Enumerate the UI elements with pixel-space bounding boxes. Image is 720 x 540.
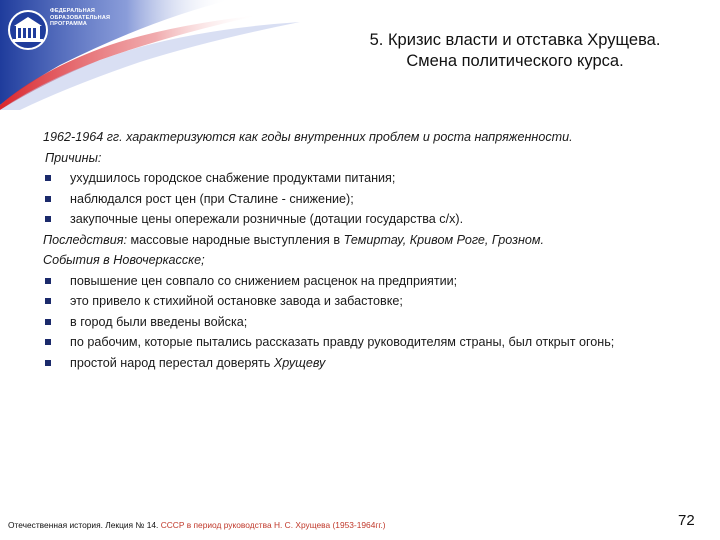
event-text: в город были введены войска; xyxy=(70,314,248,329)
logo-caption xyxy=(50,8,120,28)
bullet-square-icon xyxy=(45,175,51,181)
cause-text: ухудшилось городское снабжение продуктами питания; xyxy=(70,171,396,185)
logo-line: ПРОГРАММА xyxy=(50,21,88,27)
cause-item xyxy=(43,189,673,210)
title-line-2: Смена политического курса. xyxy=(406,52,624,70)
event-text: по рабочим, которые пытались рассказать правду руководителям страны, был открыт огонь; xyxy=(70,335,615,349)
event-item xyxy=(43,271,673,292)
cause-text: наблюдался рост цен (при Сталине - снижение); xyxy=(70,191,354,206)
event-item xyxy=(43,332,670,353)
event-item xyxy=(43,291,673,312)
bullet-square-icon xyxy=(45,298,51,304)
event-text: это привело к стихийной остановке завода и забастовке; xyxy=(70,294,403,308)
bullet-square-icon xyxy=(45,360,51,366)
slide-title xyxy=(300,30,720,72)
causes-heading: Причины: xyxy=(45,150,102,165)
bullet-square-icon xyxy=(45,278,51,284)
bullet-square-icon xyxy=(45,216,51,222)
cause-item xyxy=(43,209,673,230)
page-number: 72 xyxy=(678,512,695,529)
slide-footer xyxy=(8,520,386,530)
consequences-text: массовые народные выступления в xyxy=(126,232,344,247)
bullet-square-icon xyxy=(45,196,51,202)
bullet-square-icon xyxy=(45,319,51,325)
cause-item xyxy=(43,168,673,189)
bullet-square-icon xyxy=(45,339,51,345)
event-item xyxy=(43,353,673,374)
logo-line: ФЕДЕРАЛЬНАЯ xyxy=(50,8,96,14)
consequences-line xyxy=(43,230,673,251)
event-name: Хрущеву xyxy=(273,356,326,370)
emblem-logo xyxy=(9,11,47,49)
cause-text: закупочные цены опережали розничные (дотации государства с/х). xyxy=(70,212,464,226)
footer-highlight: СССР в период руководства Н. С. Хрущева (1953-1964гг.) xyxy=(160,520,386,530)
event-text: простой народ перестал доверять xyxy=(70,356,274,370)
events-heading: События в Новочеркасске; xyxy=(43,253,205,267)
event-text: повышение цен совпало со снижением расценок на предприятии; xyxy=(70,273,458,288)
intro-text: 1962-1964 гг. характеризуются как годы внутренних проблем и роста напряженности. xyxy=(43,130,573,144)
consequences-places: Темиртау, Кривом Роге, Грозном. xyxy=(343,232,545,247)
logo-line: ОБРАЗОВАТЕЛЬНАЯ xyxy=(50,14,111,21)
event-item xyxy=(43,312,673,333)
footer-prefix: Отечественная история. Лекция № 14. xyxy=(8,520,161,530)
consequences-heading: Последствия: xyxy=(43,232,127,247)
title-line-1: 5. Кризис власти и отставка Хрущева. xyxy=(369,31,661,49)
slide-body xyxy=(43,127,673,374)
